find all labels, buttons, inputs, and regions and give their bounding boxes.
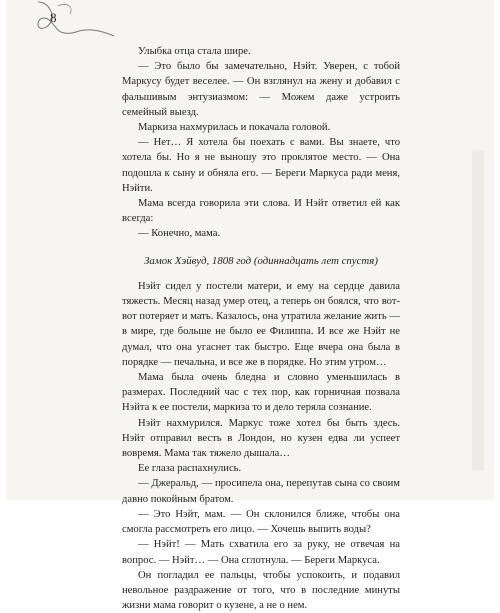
paragraph: — Нет… Я хотела бы поехать с вами. Вы знаете, что хотела бы. Но я не выношу это проклятое место. — Она подошла к сыну и обняла его. — Береги Маркуса ради меня, Нэйти. — [122, 137, 400, 194]
paragraph: — Нэйт! — Мать схватила его за руку, не отвечая на вопрос. — Нэйт… — Она сглотнула. — Береги Маркуса. — [122, 539, 400, 566]
paragraph: Мама всегда говорила эти слова. И Нэйт ответил ей как всегда: — [122, 198, 400, 225]
show-through-area — [364, 150, 484, 470]
paragraph: Нэйт сидел у постели матери, и ему на сердце давила тяжесть. Месяц назад умер отец, а теперь он боялся, что вот-вот потеряет и мать. Казалось, она утратила желание жить — в мире, где больше не было ее Филиппа. И все же Нэйт не думал, что она угаснет так быстро. Еще вчера она была в порядке — печальна, и все же в порядке. Но этим утром… — [122, 280, 400, 368]
section-heading: Замок Хэйвуд, 1808 год (одиннадцать лет спустя) — [144, 254, 378, 267]
paragraph: Нэйт нахмурился. Маркус тоже хотел бы быть здесь. Нэйт отправил весть в Лондон, но кузен едва ли успеет вовремя. Мама так тяжело дышала… — [122, 417, 400, 460]
paragraph: — Это Нэйт, мам. — Он склонился ближе, чтобы она смогла рассмотреть его лицо. — Хочешь выпить воды? — [122, 508, 400, 536]
paragraph: Он погладил ее пальцы, чтобы успокоить, и подавил невольное раздражение от того, что в последние минуты жизни мама говорит о кузене, а не о нем. — [122, 569, 400, 612]
corner-ornament — [36, 0, 116, 38]
page-number: 8 — [50, 10, 57, 25]
page-edge-shadow — [472, 150, 484, 470]
paragraph: — Конечно, мама. — [138, 228, 221, 240]
paragraph: Мама была очень бледна и словно уменьшилась в размерах. Последний час с тех пор, как горничная позвала Нэйта к ее постели, маркиза то и дело теряла сознание. — [122, 372, 400, 414]
paragraph: Улыбка отца стала шире. — [138, 46, 251, 57]
paragraph: — Это было бы замечательно, Нэйт. Уверен, с тобой Маркусу будет веселее. — Он взглянул на жену и добавил с фальшивым энтузиазмом: — Можем даже устроить семейный выезд. — [122, 61, 400, 118]
text-block — [122, 44, 400, 613]
paragraph: Ее глаза распахнулись. — [138, 463, 242, 475]
paragraph: — Джеральд, — просипела она, перепутав сына со своим давно покойным братом. — [122, 478, 400, 505]
book-page — [6, 0, 494, 612]
paragraph: Маркиза нахмурилась и покачала головой. — [138, 122, 331, 134]
